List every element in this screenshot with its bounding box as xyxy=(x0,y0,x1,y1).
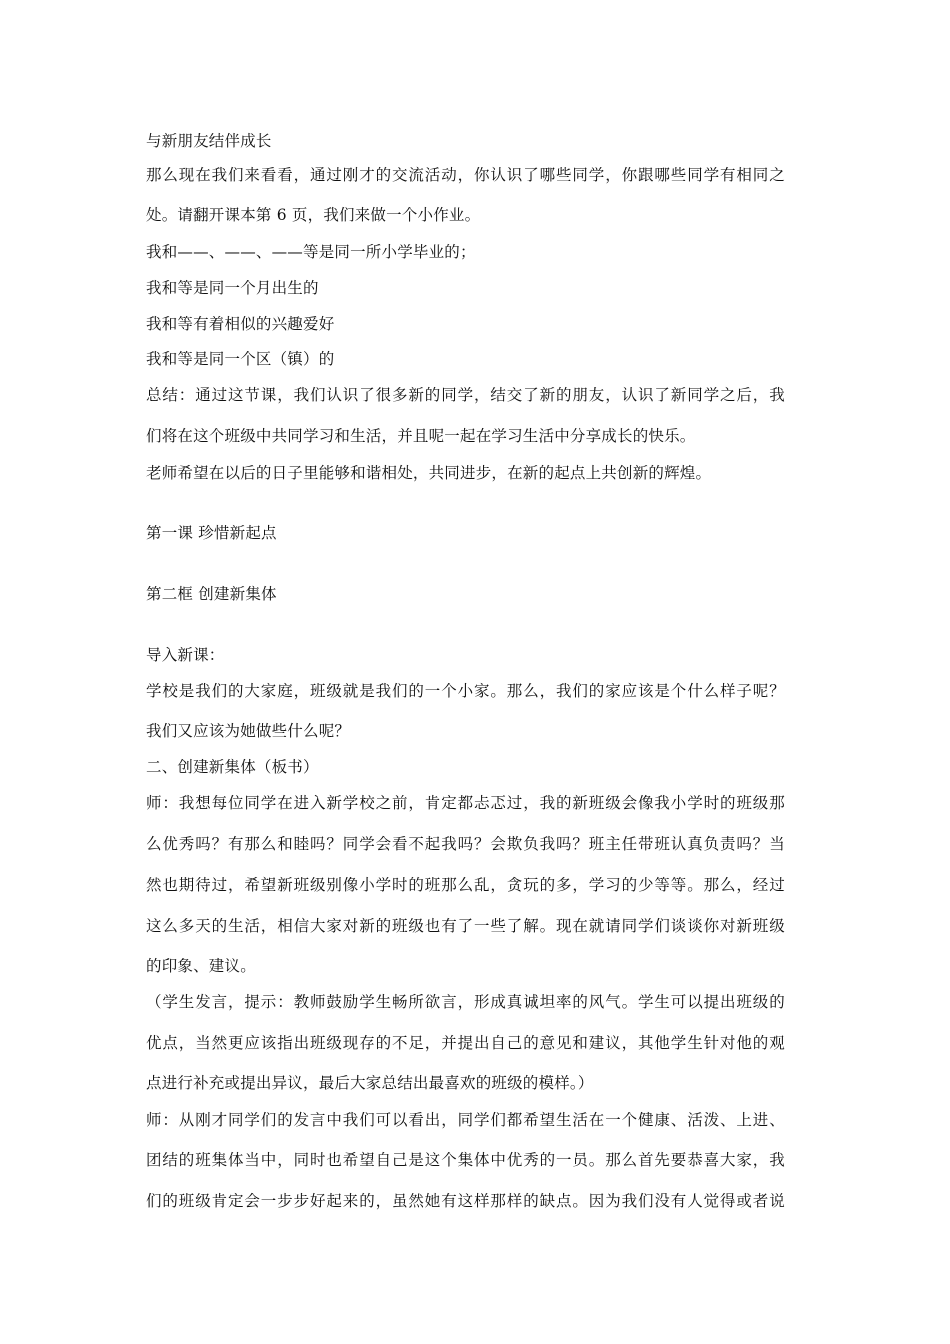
paragraph-line: 导入新课： xyxy=(146,646,225,664)
paragraph-line: 我和等是同一个区（镇）的 xyxy=(146,350,335,368)
paragraph-line: 们将在这个班级中共同学习和生活，并且呢一起在学习生活中分享成长的快乐。 xyxy=(146,427,696,445)
paragraph-line: 师：我想每位同学在进入新学校之前，肯定都忐忑过，我的新班级会像我小学时的班级那 xyxy=(146,794,786,812)
paragraph-line: 总结：通过这节课，我们认识了很多新的同学，结交了新的朋友，认识了新同学之后，我 xyxy=(146,386,786,404)
paragraph-line: 这么多天的生活，相信大家对新的班级也有了一些了解。现在就请同学们谈谈你对新班级 xyxy=(146,917,786,935)
paragraph-line: 二、创建新集体（板书） xyxy=(146,758,319,776)
section-heading: 与新朋友结伴成长 xyxy=(146,132,272,150)
paragraph-line: 团结的班集体当中，同时也希望自己是这个集体中优秀的一员。那么首先要恭喜大家，我 xyxy=(146,1151,786,1169)
paragraph-line: 老师希望在以后的日子里能够和谐相处，共同进步，在新的起点上共创新的辉煌。 xyxy=(146,464,712,482)
paragraph-line: 点进行补充或提出异议，最后大家总结出最喜欢的班级的模样。） xyxy=(146,1074,594,1092)
paragraph-line: （学生发言，提示：教师鼓励学生畅所欲言，形成真诚坦率的风气。学生可以提出班级的 xyxy=(146,993,786,1011)
paragraph-line: 我们又应该为她做些什么呢？ xyxy=(146,722,351,740)
paragraph-line: 我和等有着相似的兴趣爱好 xyxy=(146,315,335,333)
paragraph-line: 们的班级肯定会一步步好起来的，虽然她有这样那样的缺点。因为我们没有人觉得或者说 xyxy=(146,1192,786,1210)
paragraph-line: 学校是我们的大家庭，班级就是我们的一个小家。那么，我们的家应该是个什么样子呢？ xyxy=(146,682,786,700)
paragraph-line: 处。请翻开课本第 6 页，我们来做一个小作业。 xyxy=(146,206,481,224)
paragraph-line: 我和等是同一个月出生的 xyxy=(146,279,319,297)
paragraph-line: 我和——、——、——等是同一所小学毕业的； xyxy=(146,243,476,261)
paragraph-line: 的印象、建议。 xyxy=(146,957,256,975)
paragraph-line: 然也期待过，希望新班级别像小学时的班那么乱，贪玩的多，学习的少等等。那么，经过 xyxy=(146,876,786,894)
paragraph-line: 优点，当然更应该指出班级现存的不足，并提出自己的意见和建议，其他学生针对他的观 xyxy=(146,1034,786,1052)
paragraph-line: 么优秀吗？有那么和睦吗？同学会看不起我吗？会欺负我吗？班主任带班认真负责吗？当 xyxy=(146,835,786,853)
lesson-title: 第一课 珍惜新起点 xyxy=(146,524,277,542)
paragraph-line: 师：从刚才同学们的发言中我们可以看出，同学们都希望生活在一个健康、活泼、上进、 xyxy=(146,1111,786,1129)
section-title: 第二框 创建新集体 xyxy=(146,585,277,603)
paragraph-line: 那么现在我们来看看，通过刚才的交流活动，你认识了哪些同学，你跟哪些同学有相同之 xyxy=(146,166,786,184)
